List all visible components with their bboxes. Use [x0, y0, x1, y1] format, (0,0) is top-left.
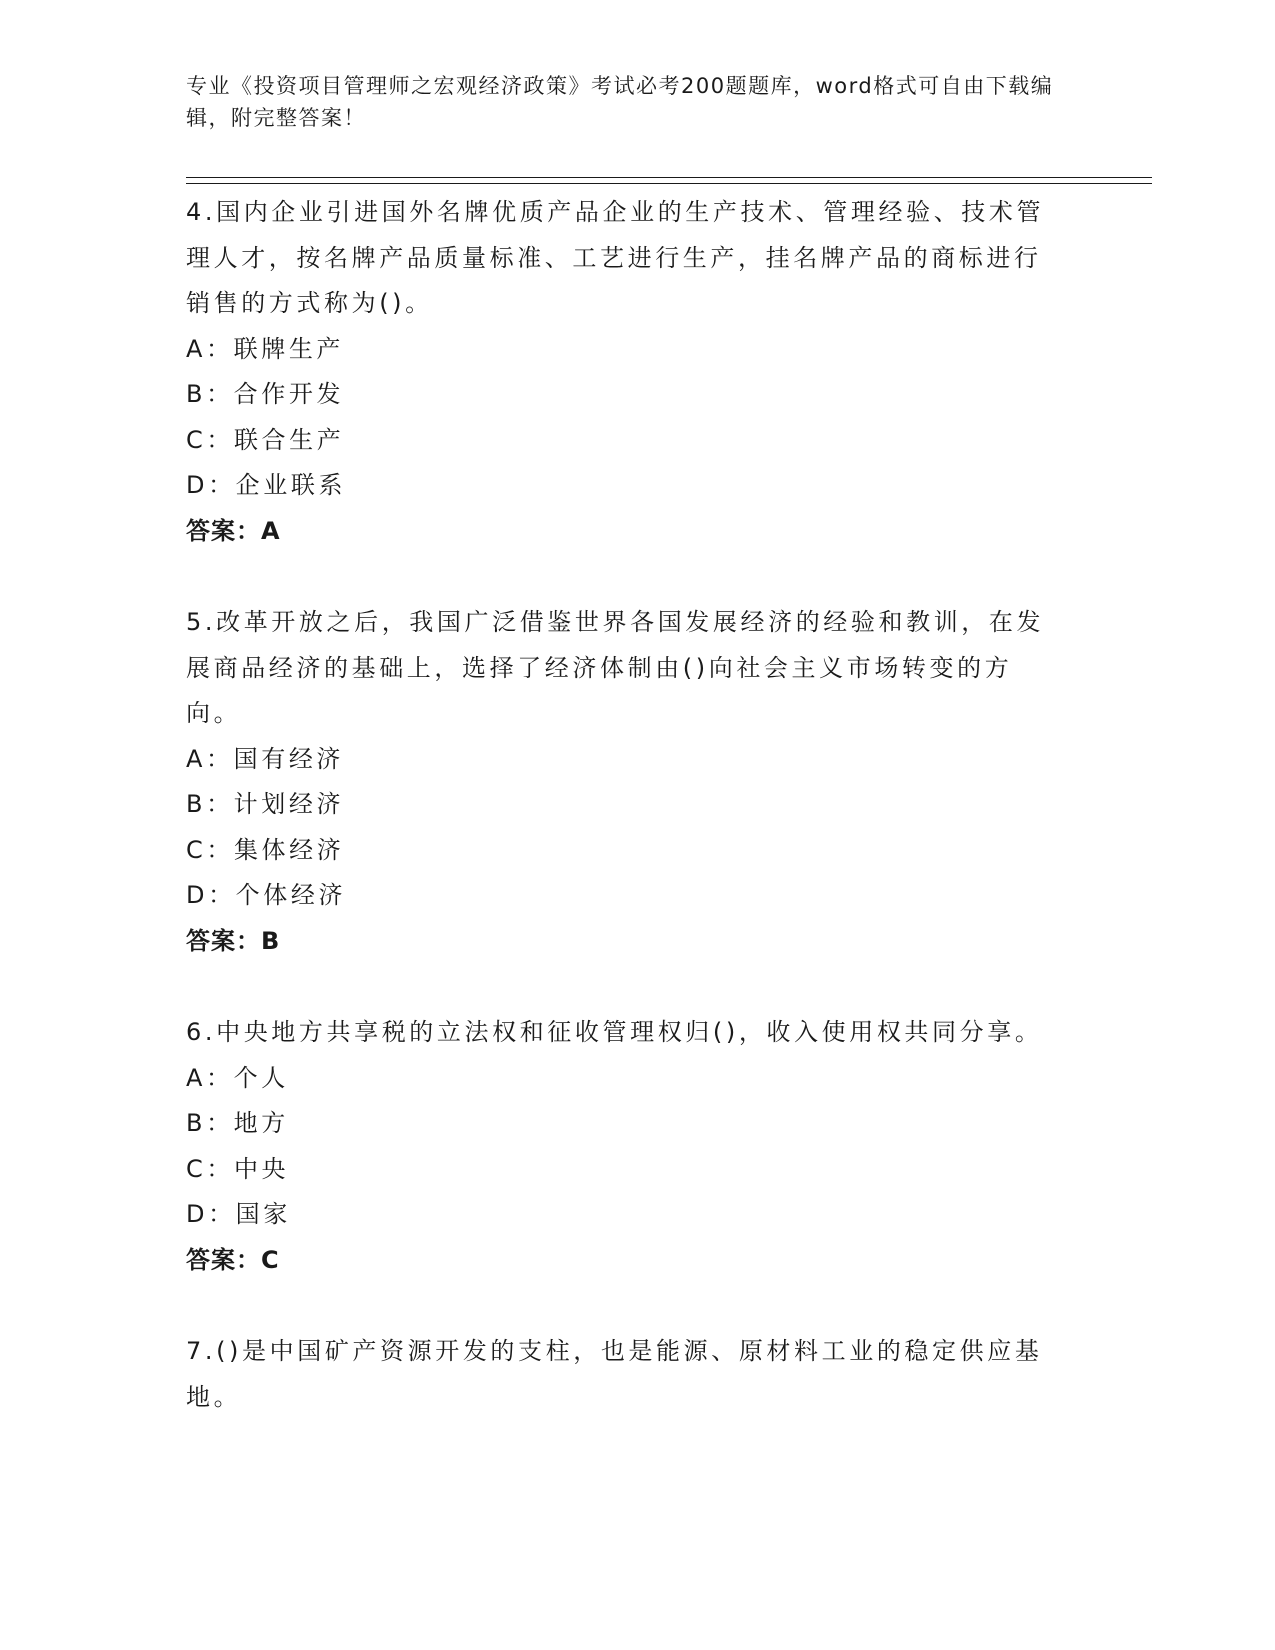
question-list — [186, 190, 1066, 1466]
option-c: C：中央 — [186, 1154, 290, 1183]
option-b: B：合作开发 — [186, 380, 345, 408]
question-item — [186, 1010, 1066, 1283]
header-rule-thick — [186, 177, 1152, 178]
question-text: 6.中央地方共享税的立法权和征收管理权归()，收入使用权共同分享。 — [186, 1018, 1043, 1046]
option-a: A：国有经济 — [186, 744, 345, 773]
answer-line: 答案：C — [186, 1245, 280, 1274]
question-text: 7.()是中国矿产资源开发的支柱，也是能源、原材料工业的稳定供应基地。 — [186, 1337, 1043, 1411]
answer-line: 答案：B — [186, 926, 281, 955]
option-b: B：地方 — [186, 1109, 289, 1137]
question-item — [186, 1329, 1066, 1420]
answer-line: 答案：A — [186, 516, 281, 545]
question-item — [186, 600, 1066, 964]
document-header: 专业《投资项目管理师之宏观经济政策》考试必考200题题库，word格式可自由下载编辑，附完整答案！ — [186, 74, 1054, 130]
header-rule-thin — [186, 183, 1152, 184]
option-c: C：联合生产 — [186, 425, 345, 454]
option-d: D：国家 — [186, 1200, 291, 1228]
question-text: 5.改革开放之后，我国广泛借鉴世界各国发展经济的经验和教训，在发展商品经济的基础上，选择了经济体制由()向社会主义市场转变的方向。 — [186, 608, 1045, 727]
option-a: A：联牌生产 — [186, 334, 345, 363]
question-item — [186, 190, 1066, 554]
question-text: 4.国内企业引进国外名牌优质产品企业的生产技术、管理经验、技术管理人才，按名牌产品质量标准、工艺进行生产，挂名牌产品的商标进行销售的方式称为()。 — [186, 198, 1045, 317]
option-d: D：企业联系 — [186, 471, 347, 499]
option-a: A：个人 — [186, 1063, 289, 1092]
option-c: C：集体经济 — [186, 835, 345, 864]
option-d: D：个体经济 — [186, 881, 347, 909]
option-b: B：计划经济 — [186, 790, 345, 818]
